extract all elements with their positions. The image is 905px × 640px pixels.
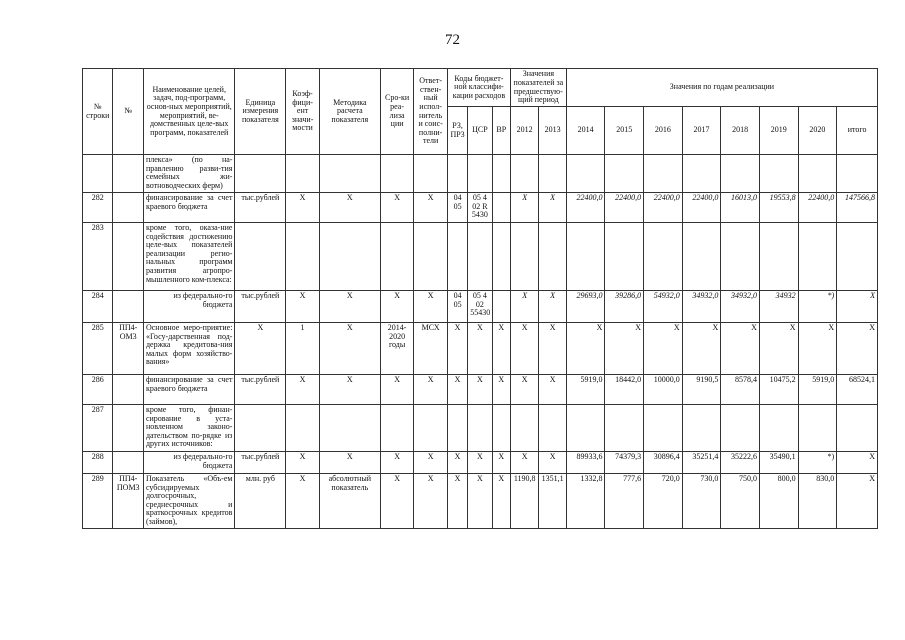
cell-v2020: *)	[798, 291, 837, 323]
cell-term: X	[380, 474, 414, 529]
cell-method	[319, 155, 380, 193]
cell-v2016: 54932,0	[644, 291, 683, 323]
cell-method: X	[319, 193, 380, 223]
cell-v2017: 22400,0	[682, 193, 721, 223]
cell-v2018: X	[721, 323, 760, 375]
cell-v2017	[682, 155, 721, 193]
cell-v2017: 730,0	[682, 474, 721, 529]
cell-resp: X	[414, 291, 448, 323]
cell-rz	[447, 405, 467, 452]
header-2012: 2012	[510, 107, 538, 155]
cell-name: из федерально-го бюджета	[143, 452, 234, 474]
cell-method	[319, 405, 380, 452]
cell-no: ПП4-ОМ3	[113, 323, 143, 375]
cell-name: кроме того, оказа-ние содействия достижению целе-вых показателей реализации регио-нальных программ развития агропро-мышленного ком-плекса:	[143, 223, 234, 291]
cell-csr: 05 4 02 55430	[468, 291, 492, 323]
cell-v2016: 22400,0	[644, 193, 683, 223]
cell-term	[380, 405, 414, 452]
cell-v2015: 22400,0	[605, 193, 644, 223]
cell-total: X	[837, 291, 878, 323]
cell-no	[113, 223, 143, 291]
cell-v2014: 1332,8	[566, 474, 605, 529]
cell-rz	[447, 223, 467, 291]
cell-row: 282	[83, 193, 113, 223]
cell-name: из федерально-го бюджета	[143, 291, 234, 323]
program-indicators-table	[82, 68, 878, 529]
cell-v2013	[539, 155, 566, 193]
cell-coef: 1	[286, 323, 320, 375]
cell-method: X	[319, 452, 380, 474]
header-coef: Коэф-фици-ент значи-мости	[286, 69, 320, 155]
cell-v2013: X	[539, 193, 566, 223]
cell-unit: тыс.рублей	[235, 452, 286, 474]
cell-v2015	[605, 223, 644, 291]
cell-v2019: 10475,2	[759, 375, 798, 405]
cell-v2018	[721, 223, 760, 291]
cell-v2020: 830,0	[798, 474, 837, 529]
cell-v2020	[798, 223, 837, 291]
cell-vr	[492, 193, 510, 223]
cell-v2016: 10000,0	[644, 375, 683, 405]
cell-v2020: X	[798, 323, 837, 375]
header-vr: ВР	[492, 107, 510, 155]
cell-v2018: 750,0	[721, 474, 760, 529]
cell-resp: X	[414, 474, 448, 529]
cell-term: 2014-2020 годы	[380, 323, 414, 375]
cell-v2015: 18442,0	[605, 375, 644, 405]
cell-v2012: X	[510, 375, 538, 405]
cell-v2015: 777,6	[605, 474, 644, 529]
cell-v2014: 5919,0	[566, 375, 605, 405]
cell-vr: X	[492, 375, 510, 405]
cell-total	[837, 405, 878, 452]
cell-vr	[492, 405, 510, 452]
cell-no	[113, 405, 143, 452]
cell-coef	[286, 155, 320, 193]
cell-coef: X	[286, 375, 320, 405]
cell-row	[83, 155, 113, 193]
cell-total: 147566,8	[837, 193, 878, 223]
cell-v2018: 16013,0	[721, 193, 760, 223]
cell-unit: тыс.рублей	[235, 375, 286, 405]
cell-no	[113, 155, 143, 193]
table-row	[83, 452, 878, 474]
cell-v2017	[682, 223, 721, 291]
header-no: №	[113, 69, 143, 155]
cell-row: 286	[83, 375, 113, 405]
table-row	[83, 474, 878, 529]
cell-total: X	[837, 474, 878, 529]
cell-v2018	[721, 155, 760, 193]
cell-v2015: 39286,0	[605, 291, 644, 323]
cell-unit	[235, 405, 286, 452]
cell-method: X	[319, 291, 380, 323]
cell-v2013: X	[539, 452, 566, 474]
header-2018: 2018	[721, 107, 760, 155]
cell-no	[113, 193, 143, 223]
cell-method	[319, 223, 380, 291]
table-row	[83, 405, 878, 452]
cell-v2012: X	[510, 452, 538, 474]
cell-rz: 04 05	[447, 193, 467, 223]
cell-v2016: X	[644, 323, 683, 375]
cell-row: 287	[83, 405, 113, 452]
cell-v2012	[510, 405, 538, 452]
cell-vr: X	[492, 323, 510, 375]
cell-v2020: 5919,0	[798, 375, 837, 405]
cell-v2016: 30896,4	[644, 452, 683, 474]
cell-total: X	[837, 452, 878, 474]
cell-v2020	[798, 155, 837, 193]
table-row	[83, 223, 878, 291]
cell-resp	[414, 155, 448, 193]
cell-v2013: 1351,1	[539, 474, 566, 529]
cell-name: кроме того, финан-сирование в уста-новленном законо-дательством по-рядке из других источников:	[143, 405, 234, 452]
cell-v2012	[510, 155, 538, 193]
cell-vr	[492, 155, 510, 193]
cell-name: финансирование за счет краевого бюджета	[143, 375, 234, 405]
header-csr: ЦСР	[468, 107, 492, 155]
cell-v2012: X	[510, 323, 538, 375]
cell-vr	[492, 291, 510, 323]
header-name: Наименование целей, задач, под-программ, основ-ных мероприятий, мероприятий, ве-домственных целе-вых программ, показателей	[143, 69, 234, 155]
cell-csr: X	[468, 452, 492, 474]
cell-term	[380, 155, 414, 193]
cell-v2018	[721, 405, 760, 452]
header-2016: 2016	[644, 107, 683, 155]
cell-v2019	[759, 223, 798, 291]
header-rz: РЗ, ПР3	[447, 107, 467, 155]
cell-name: Основное меро-приятие: «Госу-дарственная под-держка кредитова-ния малых форм хозяйство-вания»	[143, 323, 234, 375]
cell-method: X	[319, 323, 380, 375]
header-years-values: Значения по годам реализации	[566, 69, 877, 107]
cell-term: X	[380, 193, 414, 223]
table-row	[83, 155, 878, 193]
cell-no	[113, 291, 143, 323]
cell-v2019: 19553,8	[759, 193, 798, 223]
cell-v2013	[539, 405, 566, 452]
cell-resp: X	[414, 375, 448, 405]
cell-total	[837, 223, 878, 291]
cell-unit: млн. руб	[235, 474, 286, 529]
cell-rz: X	[447, 452, 467, 474]
cell-v2020	[798, 405, 837, 452]
cell-coef	[286, 223, 320, 291]
cell-v2014: 22400,0	[566, 193, 605, 223]
cell-csr: X	[468, 375, 492, 405]
cell-v2014: X	[566, 323, 605, 375]
cell-coef: X	[286, 474, 320, 529]
cell-v2020: *)	[798, 452, 837, 474]
cell-no: ПП4-ПОМ3	[113, 474, 143, 529]
cell-v2017	[682, 405, 721, 452]
cell-v2014: 29693,0	[566, 291, 605, 323]
cell-v2013: X	[539, 375, 566, 405]
cell-vr: X	[492, 452, 510, 474]
header-term: Сро-ки реа-лиза ции	[380, 69, 414, 155]
cell-v2015: 74379,3	[605, 452, 644, 474]
cell-v2013: X	[539, 323, 566, 375]
table-row	[83, 291, 878, 323]
header-unit: Единица измерения показателя	[235, 69, 286, 155]
header-row-no: № строки	[83, 69, 113, 155]
cell-v2014	[566, 405, 605, 452]
cell-csr: X	[468, 323, 492, 375]
cell-v2019: 35490,1	[759, 452, 798, 474]
cell-v2019	[759, 405, 798, 452]
cell-unit	[235, 155, 286, 193]
cell-v2017: 35251,4	[682, 452, 721, 474]
cell-vr	[492, 223, 510, 291]
cell-v2018: 8578,4	[721, 375, 760, 405]
cell-term	[380, 223, 414, 291]
cell-row: 288	[83, 452, 113, 474]
cell-v2014	[566, 223, 605, 291]
cell-v2013	[539, 223, 566, 291]
cell-resp	[414, 405, 448, 452]
header-2020: 2020	[798, 107, 837, 155]
cell-name: финансирование за счет краевого бюджета	[143, 193, 234, 223]
header-budget-codes: Коды бюджет-ной классифи-кации расходов	[447, 69, 510, 107]
cell-csr	[468, 155, 492, 193]
header-prev-values: Значения показателей за предшествую-щий период	[510, 69, 566, 107]
cell-csr: 05 4 02 R 5430	[468, 193, 492, 223]
header-2015: 2015	[605, 107, 644, 155]
cell-unit: X	[235, 323, 286, 375]
cell-v2015	[605, 405, 644, 452]
cell-coef: X	[286, 193, 320, 223]
cell-v2014	[566, 155, 605, 193]
header-responsible: Ответ-ствен-ный испол-нитель и соис-полни-тели	[414, 69, 448, 155]
cell-v2018: 35222,6	[721, 452, 760, 474]
cell-v2016	[644, 405, 683, 452]
cell-v2019	[759, 155, 798, 193]
cell-row: 285	[83, 323, 113, 375]
cell-v2014: 89933,6	[566, 452, 605, 474]
cell-resp: X	[414, 193, 448, 223]
cell-name: Показатель «Объ-ем субсидируемых долгосрочных, среднесрочных и краткосрочных кредитов (займов),	[143, 474, 234, 529]
cell-v2015: X	[605, 323, 644, 375]
header-2014: 2014	[566, 107, 605, 155]
cell-name: плекса» (по на-правлению разви-тия семейных жи-вотноводческих ферм)	[143, 155, 234, 193]
cell-unit: тыс.рублей	[235, 291, 286, 323]
cell-coef: X	[286, 291, 320, 323]
cell-no	[113, 375, 143, 405]
cell-v2018: 34932,0	[721, 291, 760, 323]
cell-rz: 04 05	[447, 291, 467, 323]
cell-v2019: X	[759, 323, 798, 375]
cell-total: 68524,1	[837, 375, 878, 405]
cell-method: абсолютный показатель	[319, 474, 380, 529]
cell-row: 289	[83, 474, 113, 529]
cell-coef	[286, 405, 320, 452]
cell-no	[113, 452, 143, 474]
header-2019: 2019	[759, 107, 798, 155]
table-body	[83, 155, 878, 529]
cell-resp: X	[414, 452, 448, 474]
cell-row: 284	[83, 291, 113, 323]
cell-v2020: 22400,0	[798, 193, 837, 223]
header-2017: 2017	[682, 107, 721, 155]
header-row-1	[83, 69, 878, 107]
header-method: Методика расчета показателя	[319, 69, 380, 155]
cell-unit: тыс.рублей	[235, 193, 286, 223]
cell-v2017: 9190,5	[682, 375, 721, 405]
cell-term: X	[380, 291, 414, 323]
table-row	[83, 323, 878, 375]
cell-resp	[414, 223, 448, 291]
table-row	[83, 375, 878, 405]
cell-coef: X	[286, 452, 320, 474]
cell-term: X	[380, 375, 414, 405]
cell-v2015	[605, 155, 644, 193]
cell-unit	[235, 223, 286, 291]
cell-v2016	[644, 155, 683, 193]
cell-total	[837, 155, 878, 193]
cell-csr: X	[468, 474, 492, 529]
cell-v2019: 34932	[759, 291, 798, 323]
table-row	[83, 193, 878, 223]
cell-term: X	[380, 452, 414, 474]
cell-v2017: X	[682, 323, 721, 375]
cell-method: X	[319, 375, 380, 405]
cell-v2019: 800,0	[759, 474, 798, 529]
cell-total: X	[837, 323, 878, 375]
cell-resp: МСХ	[414, 323, 448, 375]
cell-vr: X	[492, 474, 510, 529]
cell-v2012: 1190,8	[510, 474, 538, 529]
cell-rz	[447, 155, 467, 193]
cell-row: 283	[83, 223, 113, 291]
cell-v2017: 34932,0	[682, 291, 721, 323]
cell-rz: X	[447, 375, 467, 405]
cell-v2013: X	[539, 291, 566, 323]
cell-v2012: X	[510, 193, 538, 223]
header-2013: 2013	[539, 107, 566, 155]
cell-rz: X	[447, 474, 467, 529]
page-number: 72	[445, 32, 460, 48]
cell-v2012: X	[510, 291, 538, 323]
cell-csr	[468, 405, 492, 452]
cell-v2016	[644, 223, 683, 291]
cell-v2016: 720,0	[644, 474, 683, 529]
cell-rz: X	[447, 323, 467, 375]
header-total: итого	[837, 107, 878, 155]
cell-csr	[468, 223, 492, 291]
cell-v2012	[510, 223, 538, 291]
